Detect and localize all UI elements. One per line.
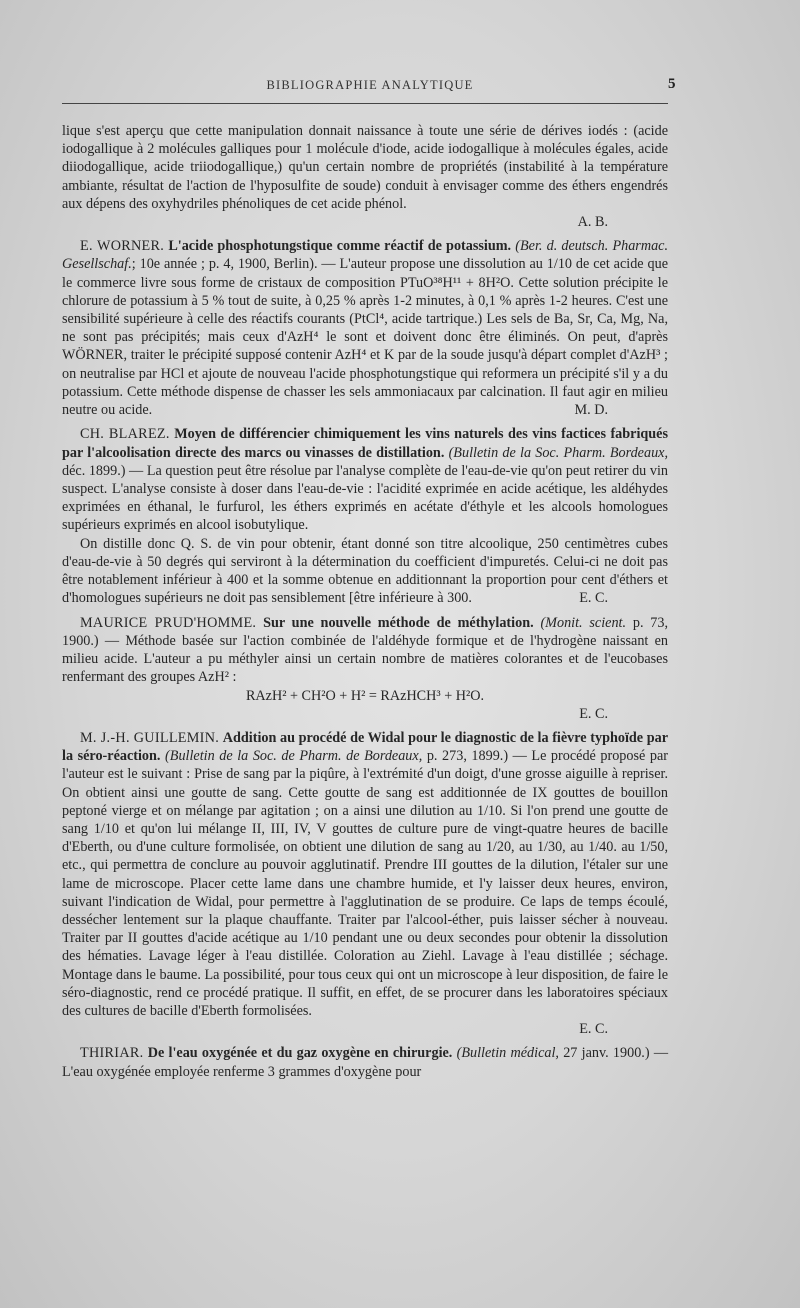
entry-title: Sur une nouvelle méthode de méthylation.	[263, 614, 534, 631]
running-head	[0, 78, 800, 102]
bibliography-entry-guillemin	[62, 729, 668, 1038]
entry-author: M. J.-H. GUILLEMIN.	[80, 729, 220, 746]
entry-author: THIRIAR.	[80, 1045, 144, 1062]
entry-text: p. 73, 1900.) — Méthode basée sur l'action combinée de l'aldéhyde formique et de l'hydrogène naissant en milieu acide. L'auteur a pu méthyler ainsi un certain nombre de matières colorantes et de l'eucobases renfermant des groupes AzH² :	[62, 614, 669, 686]
entry-source: (Bulletin médical,	[456, 1045, 559, 1062]
entry-title: De l'eau oxygénée et du gaz oxygène en chirurgie.	[147, 1045, 453, 1062]
entry-paragraph	[62, 729, 668, 1020]
entry-source: (Monit. scient.	[540, 614, 627, 631]
bibliography-entry-blarez	[62, 425, 668, 607]
page-body	[62, 122, 668, 1081]
signature: E. C.	[579, 590, 608, 607]
entry-source: (Bulletin de la Soc. de Pharm. de Bordeaux,	[165, 748, 423, 765]
signature: A. B.	[577, 214, 608, 231]
entry-text: déc. 1899.) — La question peut être résolue par l'analyse complète de l'eau-de-vie qu'on peut retirer du vin suspect. L'analyse consiste à doser dans l'eau-de-vie : l'acidité exprimée en acide acétique, les aldéhydes exprimées en éthanal, le furfurol, les éthers exprimés en acétate d'éthyle et les alcools homologues supérieurs exprimés en alcool isobutylique.	[62, 462, 668, 534]
entry-paragraph	[62, 237, 668, 419]
entry-source: (Bulletin de la Soc. Pharm. Bordeaux,	[448, 444, 669, 461]
entry-title: Moyen de différencier chimiquement les vins naturels des vins factices fabriqués par l'alcoolisation directe des marcs ou vinasses de distillation.	[62, 426, 669, 461]
signature: E. C.	[579, 1021, 608, 1038]
entry-text: 27 janv. 1900.) — L'eau oxygénée employée renferme 3 grammes d'oxygène pour	[62, 1045, 669, 1080]
running-title: BIBLIOGRAPHIE ANALYTIQUE	[266, 78, 474, 92]
entry-author: MAURICE PRUD'HOMME.	[80, 614, 257, 631]
signature: M. D.	[574, 402, 608, 419]
bibliography-entry-prudhomme	[62, 614, 668, 723]
entry-paragraph	[62, 1044, 668, 1080]
signature: E. C.	[579, 705, 608, 722]
entry-paragraph	[62, 614, 668, 687]
entry-title: Addition au procédé de Widal pour le diagnostic de la fièvre typhoïde par la séro-réaction.	[62, 729, 669, 765]
page-number: 5	[668, 76, 676, 92]
continuation-paragraph: lique s'est aperçu que cette manipulation donnait naissance à toute une série de dérives iodés : (acide iodogallique à 2 molécules galliques pour 1 molécule d'iode, acide iodogallique à molécules égales, acide diiodogallique, acide triiodogallique,) qu'un certain nombre de propriétés (instabilité à la température ambiante, résultat de l'action de l'hyposulfite de soude) conduit à envisager comme des éthers engendrés aux dépens des oxyhydriles phénoliques de cet acide phénol.	[62, 123, 668, 212]
entry-source: (Ber. d. deutsch. Pharmac. Gesellschaf.	[62, 238, 669, 273]
chemical-formula: RAzH² + CH²O + H² = RAzHCH³ + H²O.	[245, 687, 485, 704]
bibliography-entry-thiriar	[62, 1044, 668, 1080]
entry-author: E. WORNER.	[80, 238, 165, 255]
entry-text: p. 273, 1899.) — Le procédé proposé par l'auteur est le suivant : Prise de sang par la piqûre, à l'extrémité d'un doigt, d'une grosse aiguille à repriser. On obtient ainsi une goutte de sang. Cette goutte de sang est additionnée de IX gouttes de bouillon peptoné vierge et on mélange par agitation ; on a ainsi une dilution au 1/10. Si l'on prend une goutte de sang 1/10 et qu'on lui mélange II, III, IV, V gouttes de culture pure de vingt-quatre heures de bacille d'Eberth, ou d'une culture formolisée, on obtient une dilution de sang au 1/20, au 1/30, au 1/40. au 1/50, etc., qui permettra de conclure au pouvoir agglutinatif. Prendre III gouttes de la dilution, l'étaler sur une lame de microscope. Placer cette lame dans une chambre humide, et l'y laisser deux heures, environ, suivant l'indication de Widal, pour permettre à l'agglutination de se produire. Ce laps de temps écoulé, dessécher lentement sur la plaque chauffante. Traiter par l'alcool-éther, puis laisser sécher à nouveau. Traiter par II gouttes d'acide acétique au 1/10 pendant une ou deux secondes pour obtenir la dissolution des hématies. Lavage léger à l'eau distillée. Coloration au Ziehl. Lavage à l'eau distillée ; séchage. Montage dans le baume. La possibilité, pour tous ceux qui ont un microscope à leur disposition, de faire le séro-diagnostic, rend ce procédé pratique. Il suffit, en effet, de se procurer dans les laboratoires spéciaux des cultures de bacille d'Eberth formolisées.	[62, 748, 669, 1019]
entry-paragraph	[62, 425, 668, 534]
header-rule	[62, 103, 668, 104]
entry-paragraph-2: On distille donc Q. S. de vin pour obtenir, étant donné son titre alcoolique, 250 centimètres cubes d'eau-de-vie à 50 degrés qui serviront à la détermination du coefficient d'impuretés. Celui-ci ne doit pas être notablement inférieur à 400 et la somme obtenue en additionnant la proportion pour cent d'éthers et d'homologues supérieurs ne doit pas sensiblement [être inférieure à 300.	[62, 535, 668, 607]
entry-title: L'acide phosphotungstique comme réactif de potassium.	[168, 238, 512, 255]
entry-author: CH. BLAREZ.	[80, 426, 170, 443]
bibliography-entry-worner	[62, 237, 668, 419]
entry-text: ; 10e année ; p. 4, 1900, Berlin). — L'auteur propose une dissolution au 1/10 de cet acide que le commerce livre sous forme de cristaux de composition PTuO³⁸H¹¹ + 8H²O. Cette solution précipite le chlorure de potassium à 5 % tout de suite, à 0,25 % après 1-2 minutes, à 0,1 % après 1-2 heures. C'est une sensibilité supérieure à celle des réactifs courants (PtCl⁴, acide tartrique.) Les sels de Ba, Sr, Ca, Mg, Na, ne sont pas précipités; mais ceux d'AzH⁴ le sont et doivent donc être éliminés. On peut, d'après WÖRNER, traiter le précipité supposé contenir AzH⁴ et K par de la soude jusqu'à départ complet d'AzH³ ; on neutralise par HCl et ajoute de nouveau l'acide phosphotungstique qui reformera un précipité s'il y a du potassium. Cette méthode dispense de chasser les sels ammoniacaux par calcination. Il faut agir en milieu neutre ou acide.	[62, 256, 668, 419]
